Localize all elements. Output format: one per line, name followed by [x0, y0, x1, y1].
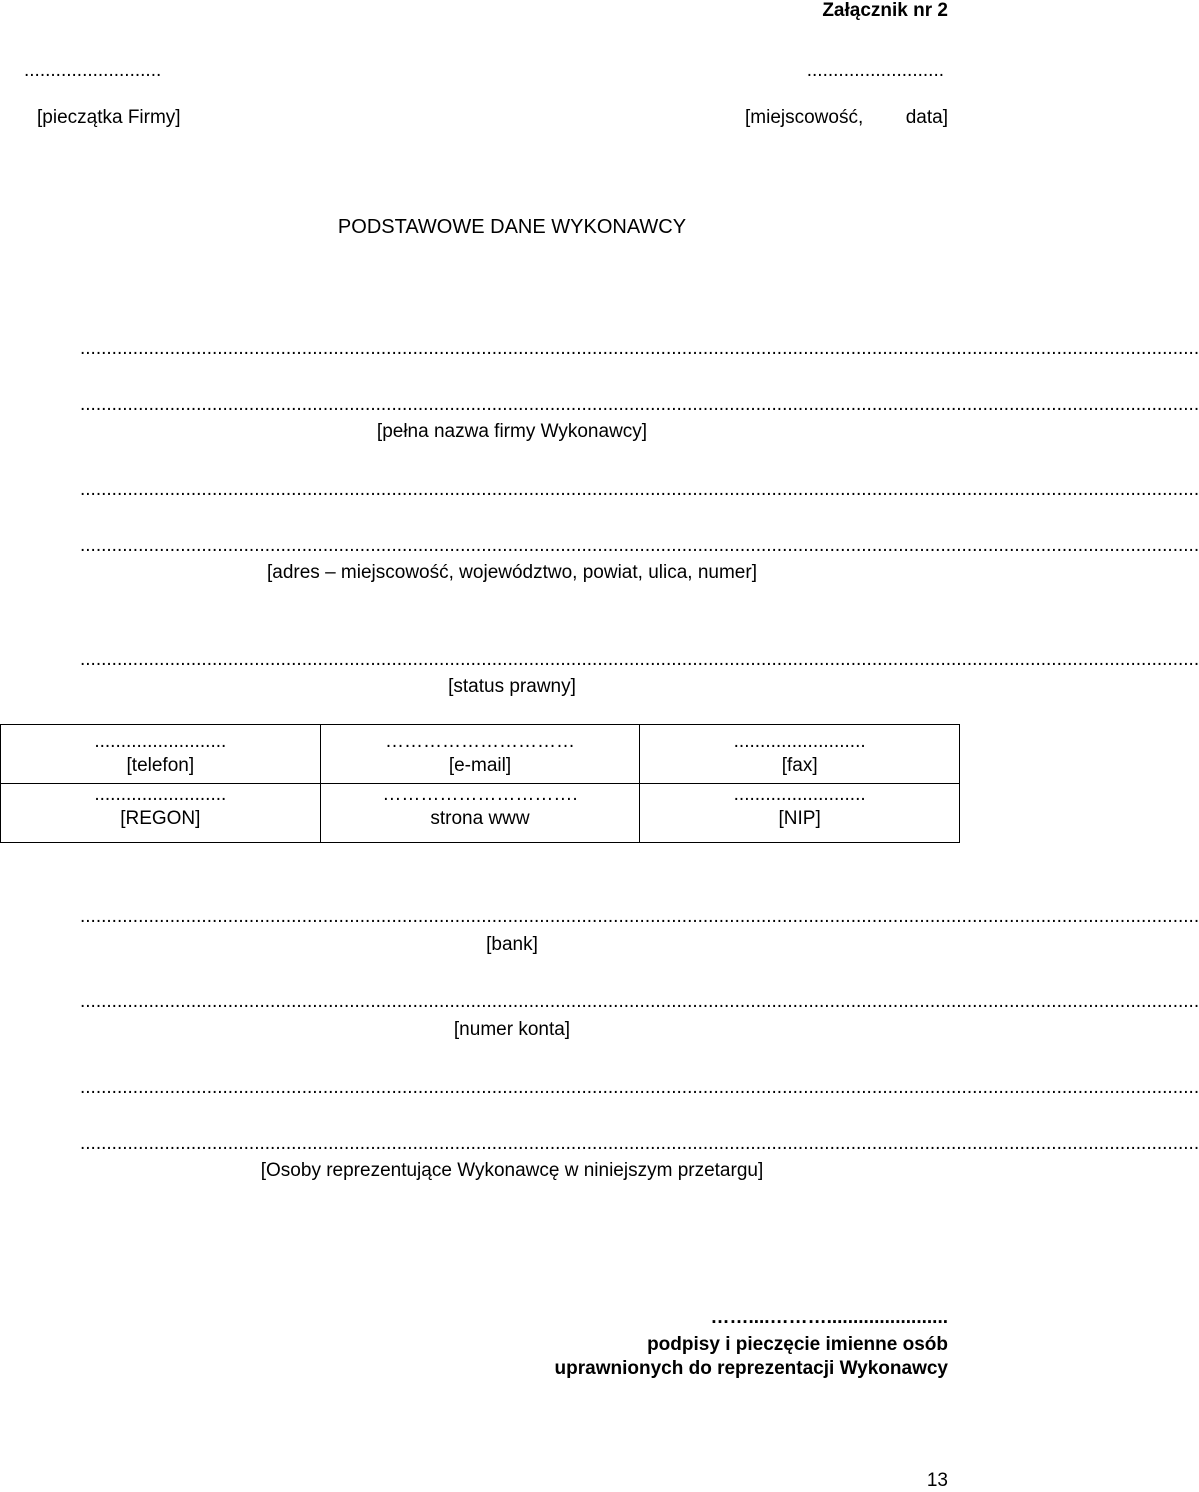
- stamp-dots[interactable]: ..........................: [24, 60, 162, 81]
- address-field-line-1[interactable]: ....................................................................................................................................................................................................................: [80, 479, 1199, 500]
- signature-dots[interactable]: ……....……….......................: [710, 1307, 948, 1328]
- contact-table: [0, 724, 960, 843]
- company-name-label: [pełna nazwa firmy Wykonawcy]: [376, 421, 648, 442]
- email-value[interactable]: …………………………: [384, 731, 575, 752]
- account-number-field[interactable]: ....................................................................................................................................................................................................................: [80, 991, 1199, 1012]
- nip-cell[interactable]: [640, 784, 960, 843]
- stamp-label: [pieczątka Firmy]: [37, 107, 181, 128]
- place-label: [miejscowość,: [745, 107, 864, 128]
- regon-label: [REGON]: [120, 808, 201, 829]
- address-field-line-2[interactable]: ....................................................................................................................................................................................................................: [80, 535, 1199, 556]
- bank-field[interactable]: ....................................................................................................................................................................................................................: [80, 906, 1199, 927]
- phone-cell[interactable]: [1, 725, 321, 784]
- account-number-label: [numer konta]: [453, 1019, 571, 1040]
- phone-value[interactable]: .........................: [94, 731, 227, 752]
- email-label: [e-mail]: [448, 755, 512, 776]
- attachment-label: Załącznik nr 2: [822, 0, 948, 21]
- representatives-label: [Osoby reprezentujące Wykonawcę w niniejszym przetargu]: [260, 1160, 764, 1181]
- website-label: strona www: [430, 808, 530, 829]
- date-label: data]: [905, 107, 948, 128]
- company-name-field-line-1[interactable]: ....................................................................................................................................................................................................................: [80, 338, 1199, 359]
- representatives-field-line-2[interactable]: ....................................................................................................................................................................................................................: [80, 1133, 1199, 1154]
- regon-cell[interactable]: [1, 784, 321, 843]
- representatives-field-line-1[interactable]: ....................................................................................................................................................................................................................: [80, 1077, 1199, 1098]
- signature-label-line-1: podpisy i pieczęcie imienne osób: [647, 1334, 948, 1355]
- page-number: 13: [926, 1470, 948, 1491]
- regon-value[interactable]: .........................: [94, 784, 227, 805]
- nip-value[interactable]: .........................: [733, 784, 866, 805]
- bank-label: [bank]: [486, 934, 538, 955]
- phone-label: [telefon]: [126, 755, 195, 776]
- legal-status-field[interactable]: ....................................................................................................................................................................................................................: [80, 649, 1199, 670]
- place-date-dots[interactable]: ..........................: [806, 60, 944, 81]
- nip-label: [NIP]: [778, 808, 821, 829]
- contact-row-1: [1, 725, 960, 784]
- website-cell[interactable]: [320, 784, 640, 843]
- fax-label: [fax]: [781, 755, 818, 776]
- signature-label-line-2: uprawnionych do reprezentacji Wykonawcy: [554, 1358, 948, 1379]
- email-cell[interactable]: [320, 725, 640, 784]
- company-name-field-line-2[interactable]: ....................................................................................................................................................................................................................: [80, 394, 1199, 415]
- website-value[interactable]: ………………………….: [382, 784, 578, 805]
- page-title: PODSTAWOWE DANE WYKONAWCY: [337, 216, 687, 238]
- legal-status-label: [status prawny]: [448, 676, 576, 697]
- address-label: [adres – miejscowość, województwo, powiat, ulica, numer]: [267, 562, 757, 583]
- fax-cell[interactable]: [640, 725, 960, 784]
- fax-value[interactable]: .........................: [733, 731, 866, 752]
- contact-row-2: [1, 784, 960, 843]
